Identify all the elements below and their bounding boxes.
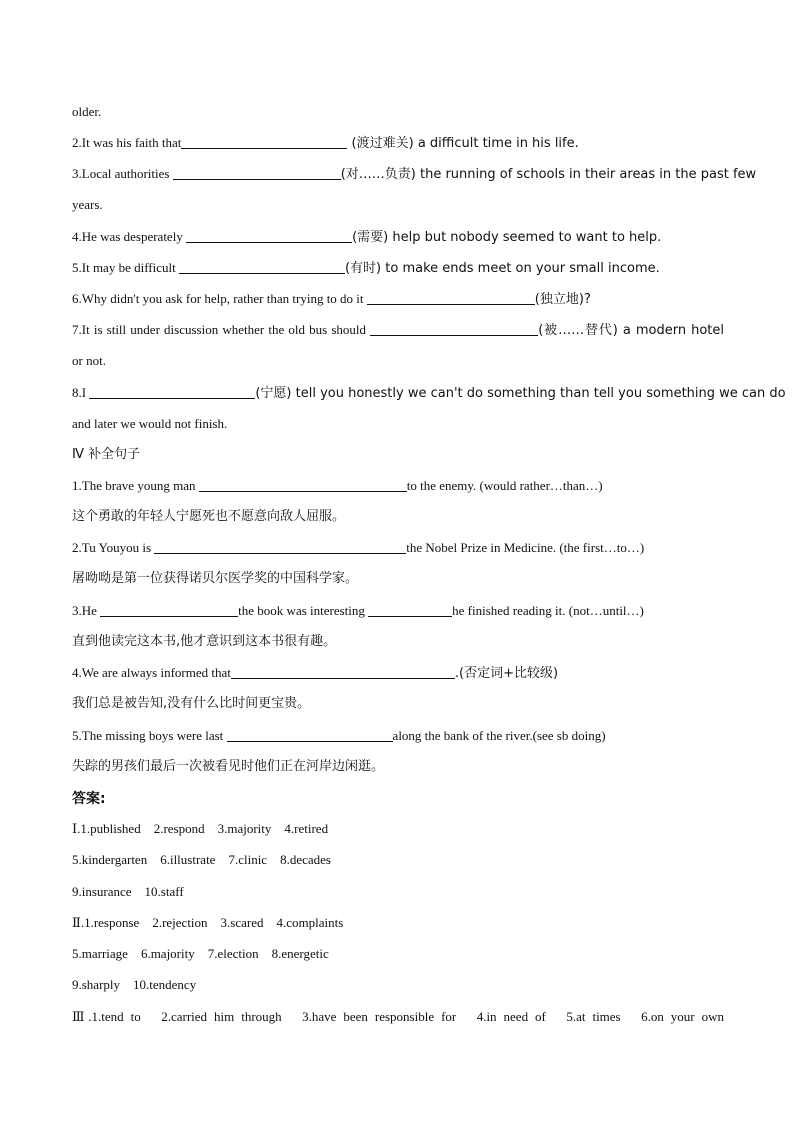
q-text: 2.Tu Youyou is <box>72 540 155 555</box>
s3-q8-tail: and later we would not finish. <box>72 416 228 431</box>
q-text: 5.The missing boys were last <box>72 728 227 743</box>
answer-blank[interactable] <box>100 603 238 617</box>
s4-item-4-cn: 我们总是被告知,没有什么比时间更宝贵。 <box>72 696 311 711</box>
q-text: 8.I <box>72 385 90 400</box>
q-hint: (被……替代) a modern hotel <box>538 323 724 338</box>
s3-q5 <box>72 259 724 278</box>
answer-row: Ⅲ.1.tend to 2.carried him through 3.have been responsible for 4.in need of 5.at times 6.on your own <box>72 1009 725 1024</box>
s4-item-4 <box>72 664 724 683</box>
s3-q8 <box>72 384 786 403</box>
answer-blank[interactable] <box>173 166 341 180</box>
answer-blank[interactable] <box>186 229 352 243</box>
q-text: 4.We are always informed that <box>72 665 231 680</box>
s4-item-2 <box>72 539 724 557</box>
q-hint: along the bank of the river.(see sb doing) <box>392 728 606 743</box>
s3-q4 <box>72 228 724 247</box>
section-4-title: Ⅳ 补全句子 <box>72 447 141 462</box>
answer-blank[interactable] <box>370 322 538 336</box>
q-hint: he finished reading it. (not…until…) <box>452 603 644 618</box>
q-hint: .(否定词+比较级) <box>454 666 559 681</box>
q-hint: (需要) help but nobody seemed to want to help. <box>352 230 662 245</box>
answer-row: 9.insurance 10.staff <box>72 884 184 899</box>
q-text: 3.He <box>72 603 101 618</box>
q-hint: (对……负责) the running of schools in their areas in the past few <box>340 167 757 182</box>
s4-item-1 <box>72 477 724 495</box>
s3-q7 <box>72 321 724 340</box>
s4-item-2-cn: 屠呦呦是第一位获得诺贝尔医学奖的中国科学家。 <box>72 571 359 586</box>
s4-item-3-cn: 直到他读完这本书,他才意识到这本书很有趣。 <box>72 634 337 649</box>
answers-title: 答案: <box>72 791 106 807</box>
q-text: 2.It was his faith that <box>72 135 182 150</box>
q-text: 4.He was desperately <box>72 229 187 244</box>
q-text: 7.It is still under discussion whether the old bus should <box>72 322 371 337</box>
q-text: 3.Local authorities <box>72 166 173 181</box>
s3-q3-tail: years. <box>72 197 103 212</box>
answer-row: Ⅰ.1.published 2.respond 3.majority 4.retired <box>72 821 329 836</box>
s3-q2 <box>72 134 724 153</box>
s4-item-5 <box>72 727 724 745</box>
s4-item-5-cn: 失踪的男孩们最后一次被看见时他们正在河岸边闲逛。 <box>72 759 385 774</box>
answer-blank[interactable] <box>227 728 393 742</box>
answer-blank[interactable] <box>179 260 345 274</box>
q-hint: (渡过难关) a difficult time in his life. <box>347 136 579 151</box>
q-hint: (有时) to make ends meet on your small income. <box>344 261 660 276</box>
answer-blank[interactable] <box>368 603 452 617</box>
q-hint: (独立地)? <box>534 292 591 307</box>
answer-blank[interactable] <box>231 665 455 679</box>
s3-cont: older. <box>72 104 102 119</box>
answer-blank[interactable] <box>89 385 255 399</box>
q-hint: to the enemy. (would rather…than…) <box>406 478 603 493</box>
answer-blank[interactable] <box>367 291 535 305</box>
answer-row: 5.marriage 6.majority 7.election 8.energetic <box>72 946 329 961</box>
s4-item-1-cn: 这个勇敢的年轻人宁愿死也不愿意向敌人屈服。 <box>72 509 346 524</box>
s3-q3 <box>72 165 757 184</box>
s3-q6 <box>72 290 724 309</box>
q-text: 1.The brave young man <box>72 478 199 493</box>
answer-row: 5.kindergarten 6.illustrate 7.clinic 8.decades <box>72 852 331 867</box>
s4-item-3 <box>72 602 724 620</box>
answer-blank[interactable] <box>154 540 406 554</box>
answer-blank[interactable] <box>181 135 347 149</box>
answer-row: 9.sharply 10.tendency <box>72 977 197 992</box>
q-hint: (宁愿) tell you honestly we can't do something than tell you something we can do <box>255 386 786 401</box>
q-text: the book was interesting <box>238 603 369 618</box>
s3-q7-tail: or not. <box>72 353 106 368</box>
q-hint: the Nobel Prize in Medicine. (the first…to…) <box>406 540 645 555</box>
answer-row: Ⅱ.1.response 2.rejection 3.scared 4.complaints <box>72 915 344 930</box>
q-text: 5.It may be difficult <box>72 260 179 275</box>
q-text: 6.Why didn't you ask for help, rather than trying to do it <box>72 291 367 306</box>
answer-blank[interactable] <box>199 478 407 492</box>
